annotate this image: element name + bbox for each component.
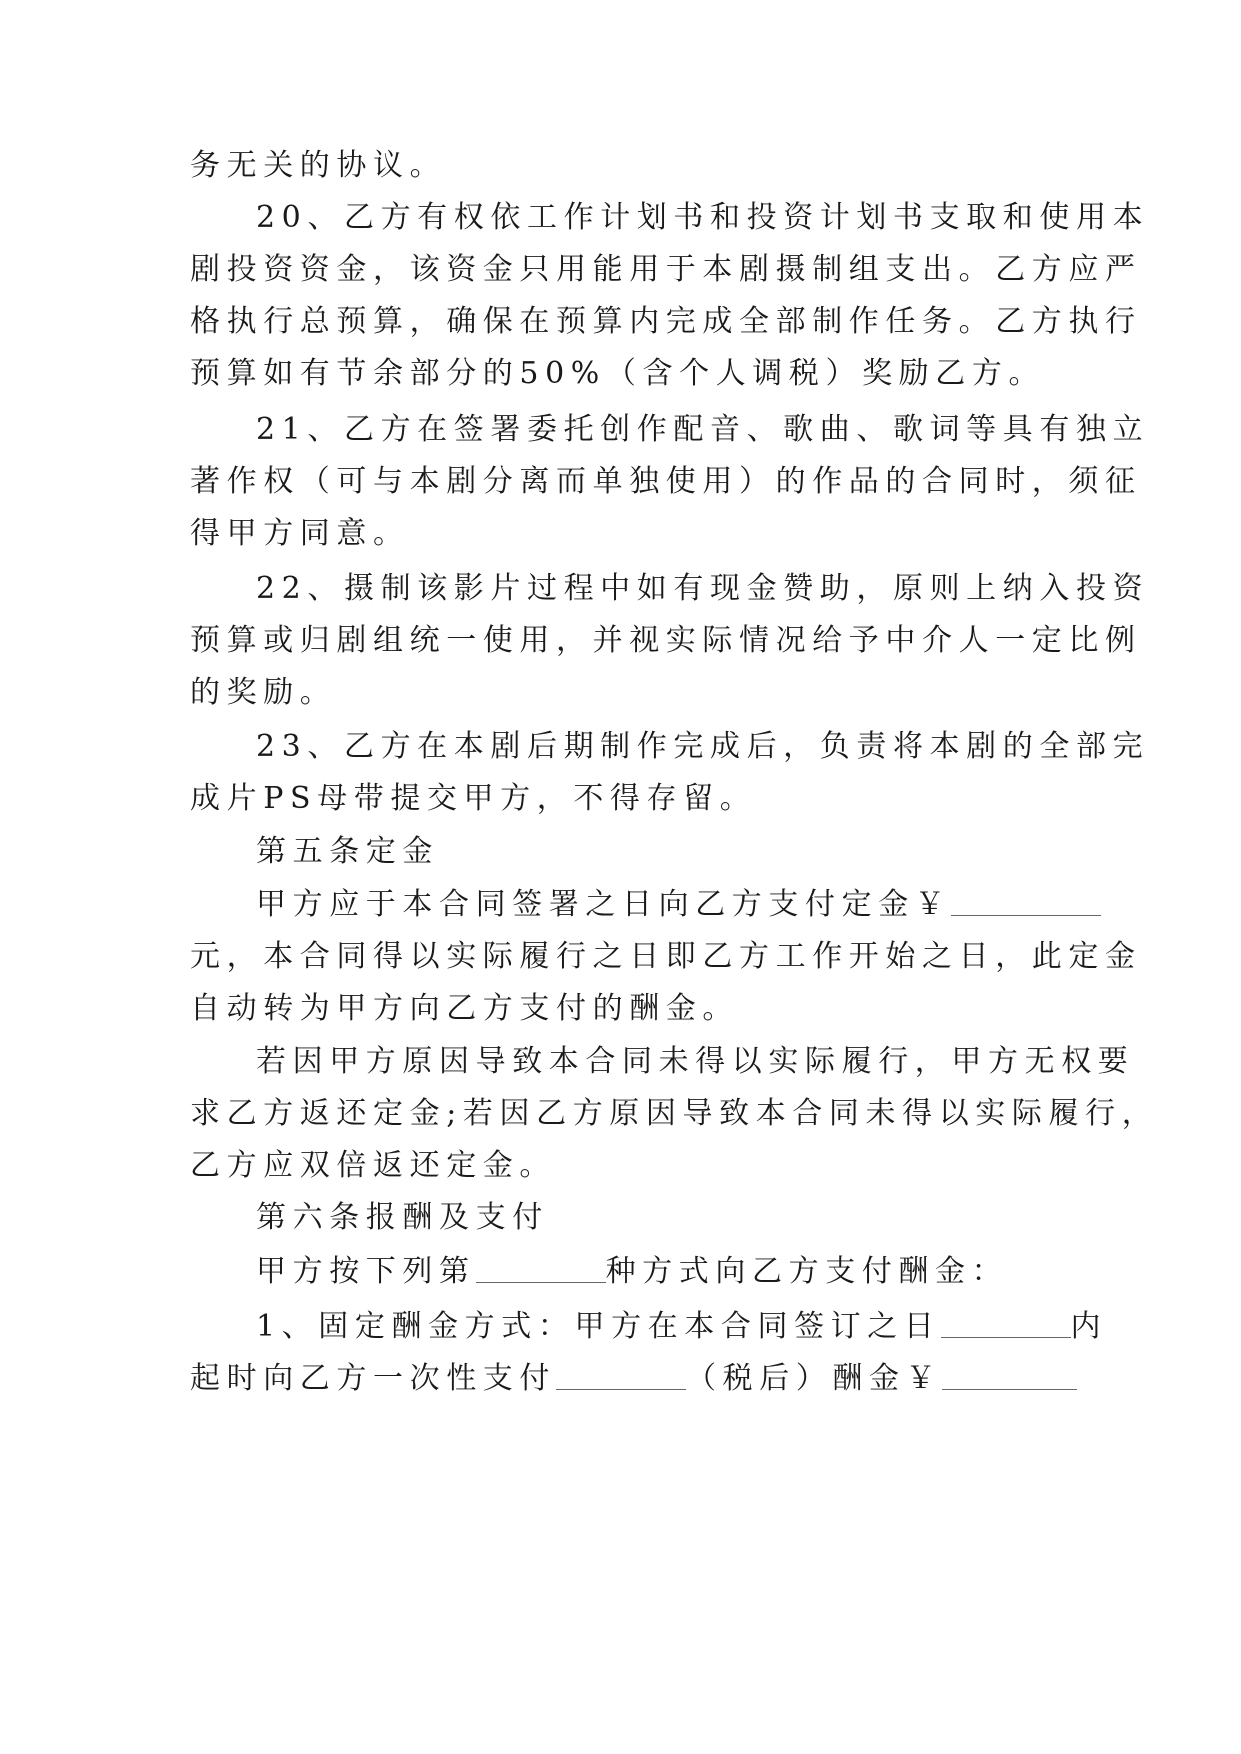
- fixed-fee-days-blank[interactable]: [941, 1309, 1071, 1338]
- paragraph-line: 务无关的协议。: [190, 148, 447, 183]
- paragraph-line: 乙方应双倍返还定金。: [190, 1148, 556, 1183]
- payment-method-blank[interactable]: [476, 1254, 606, 1283]
- payment-method-text-a: 甲方按下列第: [256, 1254, 476, 1289]
- fixed-fee-text-c: 起时向乙方一次性支付: [190, 1361, 556, 1396]
- paragraph-line: 著作权（可与本剧分离而单独使用）的作品的合同时，须征: [190, 464, 1142, 499]
- paragraph-line: 元，本合同得以实际履行之日即乙方工作开始之日，此定金: [190, 939, 1142, 974]
- fixed-fee-text-d: （税后）酬金￥: [686, 1361, 943, 1396]
- paragraph-line: 若因甲方原因导致本合同未得以实际履行，甲方无权要: [256, 1044, 1135, 1079]
- paragraph-line: 求乙方返还定金;若因乙方原因导致本合同未得以实际履行，: [190, 1096, 1159, 1131]
- paragraph-line: 剧投资资金，该资金只用能用于本剧摄制组支出。乙方应严: [190, 252, 1142, 287]
- paragraph-line: 自动转为甲方向乙方支付的酬金。: [190, 991, 739, 1026]
- paragraph-line: [256, 1307, 1108, 1347]
- section-heading-deposit: 第五条定金: [256, 834, 439, 869]
- paragraph-line: 预算或归剧组统一使用，并视实际情况给予中介人一定比例: [190, 623, 1142, 658]
- clause-21-line: 21、乙方在签署委托创作配音、歌曲、歌词等具有独立: [256, 412, 1150, 447]
- fixed-fee-amount-blank[interactable]: [942, 1361, 1077, 1390]
- clause-22-line: 22、摄制该影片过程中如有现金赞助，原则上纳入投资: [256, 571, 1150, 606]
- paragraph-line: 预算如有节余部分的50%（含个人调税）奖励乙方。: [190, 356, 1046, 391]
- deposit-text: 甲方应于本合同签署之日向乙方支付定金￥: [256, 887, 952, 922]
- section-heading-payment: 第六条报酬及支付: [256, 1200, 549, 1235]
- payment-method-text-b: 种方式向乙方支付酬金：: [605, 1254, 1009, 1289]
- paragraph-line: [256, 885, 1052, 925]
- paragraph-line: 得甲方同意。: [190, 516, 410, 551]
- deposit-amount-blank[interactable]: [951, 887, 1101, 916]
- fixed-fee-text-a: 1、固定酬金方式：甲方在本合同签订之日: [256, 1309, 941, 1344]
- clause-20-line: 20、乙方有权依工作计划书和投资计划书支取和使用本: [256, 200, 1150, 235]
- fixed-fee-text-b: 内: [1070, 1309, 1108, 1344]
- paragraph-line: 的奖励。: [190, 675, 337, 710]
- clause-23-line: 23、乙方在本剧后期制作完成后，负责将本剧的全部完: [256, 729, 1150, 764]
- paragraph-line: 格执行总预算，确保在预算内完成全部制作任务。乙方执行: [190, 304, 1142, 339]
- paragraph-line: 成片PS母带提交甲方，不得存留。: [190, 781, 757, 816]
- paragraph-line: [190, 1359, 1052, 1399]
- paragraph-line: [256, 1252, 1052, 1292]
- fixed-fee-amount-words-blank[interactable]: [556, 1361, 686, 1390]
